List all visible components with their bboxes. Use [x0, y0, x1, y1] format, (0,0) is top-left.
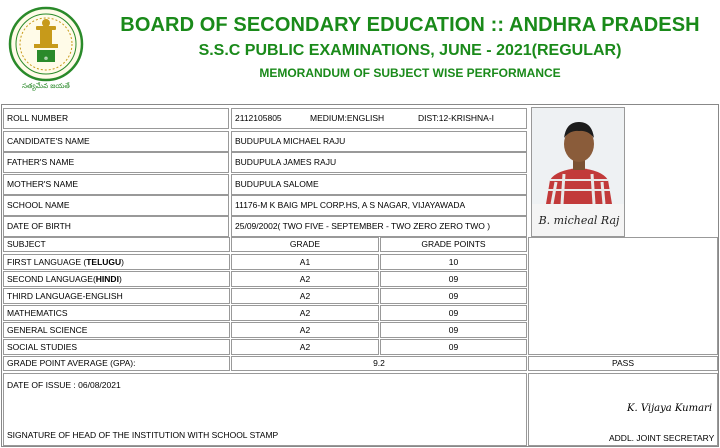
subject-grade: A2 [231, 339, 379, 355]
subject-grade-points: 09 [380, 339, 527, 355]
subject-grade: A2 [231, 305, 379, 321]
board-title: BOARD OF SECONDARY EDUCATION :: ANDHRA PRADESH [120, 14, 700, 36]
district-value: DIST:12-KRISHNA-I [418, 113, 495, 124]
date-of-birth-value: 25/09/2002( TWO FIVE - SEPTEMBER - TWO ZERO ZERO TWO ) [231, 216, 527, 237]
official-signature: K. Vijaya Kumari [627, 403, 713, 414]
memo-title: MEMORANDUM OF SUBJECT WISE PERFORMANCE [259, 66, 561, 80]
roll-number-value: 2112105805 [235, 113, 282, 124]
subject-name: SOCIAL STUDIES [3, 339, 230, 355]
issue-section [3, 373, 527, 446]
official-title: ADDL. JOINT SECRETARY [609, 432, 715, 443]
subject-name: MATHEMATICS [3, 305, 230, 321]
subject-grade-points: 09 [380, 271, 527, 287]
result-status: PASS [528, 356, 718, 371]
grade-header: GRADE [231, 237, 379, 252]
school-name-label: SCHOOL NAME [3, 195, 229, 216]
official-section [528, 373, 718, 446]
logo-motto: సత్యమేవ జయతే [22, 82, 70, 90]
certificate-header [0, 0, 720, 100]
candidate-signature: B. micheal Raj [538, 214, 620, 227]
father-name-label: FATHER'S NAME [3, 152, 229, 173]
grade-points-header: GRADE POINTS [380, 237, 527, 252]
subject-name: THIRD LANGUAGE-ENGLISH [3, 288, 230, 304]
exam-title: S.S.C PUBLIC EXAMINATIONS, JUNE - 2021(REGULAR) [198, 42, 622, 59]
subject-grade: A1 [231, 254, 379, 270]
roll-number-row [231, 108, 527, 129]
school-name-value: 11176-M K BAIG MPL CORP.HS, A S NAGAR, VIJAYAWADA [231, 195, 527, 216]
mother-name-value: BUDUPULA SALOME [231, 174, 527, 195]
mother-name-label: MOTHER'S NAME [3, 174, 229, 195]
subject-name: GENERAL SCIENCE [3, 322, 230, 338]
candidate-name-label: CANDIDATE'S NAME [3, 131, 229, 152]
medium-value: MEDIUM:ENGLISH [310, 113, 385, 124]
gpa-label: GRADE POINT AVERAGE (GPA): [3, 356, 230, 371]
gpa-value: 9.2 [231, 356, 527, 371]
subject-header: SUBJECT [3, 237, 230, 252]
svg-text:☸: ☸ [43, 56, 49, 62]
subject-name: SECOND LANGUAGE( HINDI ) [3, 271, 230, 287]
subject-grade-points: 09 [380, 322, 527, 338]
subject-grade: A2 [231, 322, 379, 338]
roll-number-label: ROLL NUMBER [3, 108, 229, 129]
blank-area [528, 237, 718, 355]
date-of-birth-label: DATE OF BIRTH [3, 216, 229, 237]
subject-grade: A2 [231, 271, 379, 287]
subject-name: FIRST LANGUAGE ( TELUGU ) [3, 254, 230, 270]
subject-grade-points: 10 [380, 254, 527, 270]
subject-grade: A2 [231, 288, 379, 304]
candidate-photo [531, 107, 625, 237]
date-of-issue: DATE OF ISSUE : 06/08/2021 [7, 380, 121, 390]
subject-grade-points: 09 [380, 288, 527, 304]
andhra-pradesh-emblem [6, 4, 86, 94]
father-name-value: BUDUPULA JAMES RAJU [231, 152, 527, 173]
candidate-name-value: BUDUPULA MICHAEL RAJU [231, 131, 527, 152]
subject-grade-points: 09 [380, 305, 527, 321]
hm-signature-label: SIGNATURE OF HEAD OF THE INSTITUTION WITH SCHOOL STAMP [7, 429, 279, 440]
